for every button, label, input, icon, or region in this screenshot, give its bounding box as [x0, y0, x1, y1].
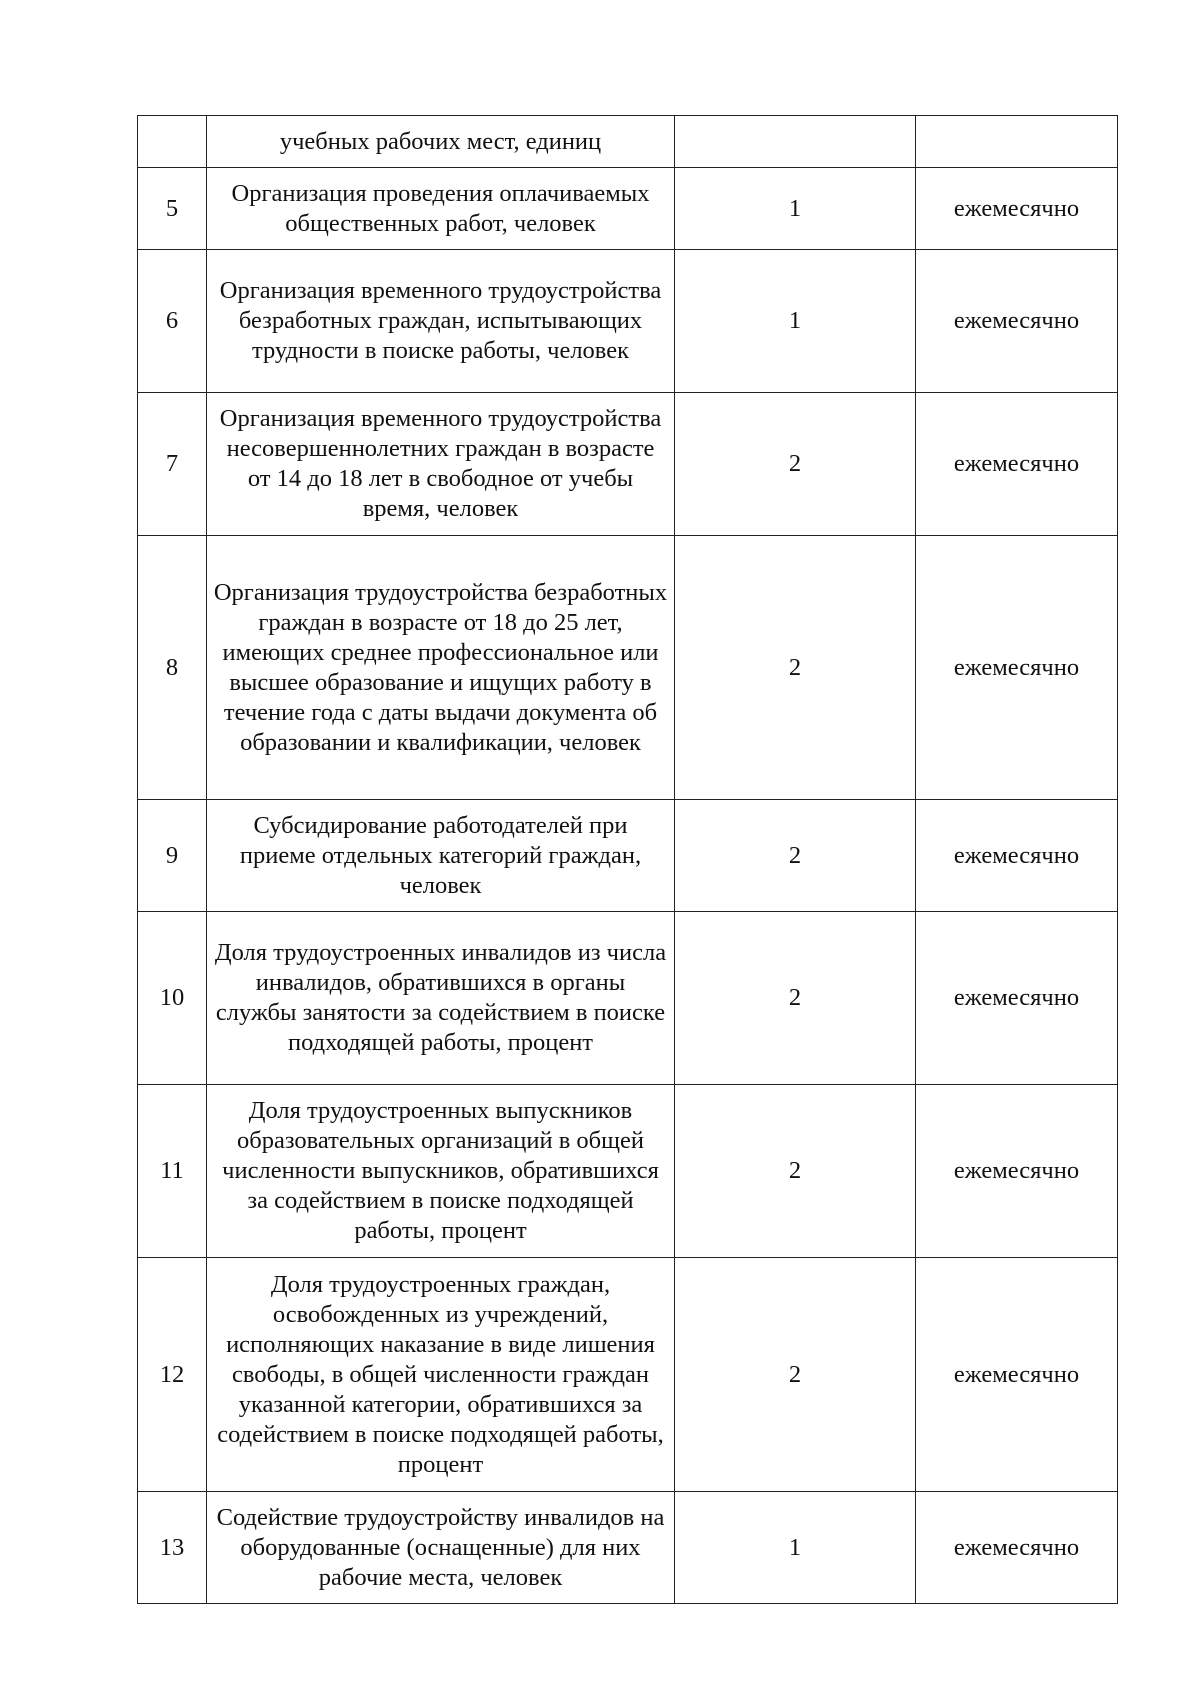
indicator-value: 2: [675, 800, 916, 912]
table-row: [138, 912, 1118, 1085]
indicator-name: Доля трудоустроенных выпускников образовательных организаций в общей численности выпускников, обратившихся за содействием в поиске подходящей работы, процент: [207, 1085, 675, 1258]
indicator-name: учебных рабочих мест, единиц: [207, 116, 675, 168]
table-row: [138, 393, 1118, 536]
indicator-name: Доля трудоустроенных инвалидов из числа инвалидов, обратившихся в органы службы занятости за содействием в поиске подходящей работы, процент: [207, 912, 675, 1085]
indicator-value: 1: [675, 250, 916, 393]
indicator-period: ежемесячно: [916, 1258, 1118, 1492]
row-number: 9: [138, 800, 207, 912]
row-number: 5: [138, 168, 207, 250]
indicator-name: Организация трудоустройства безработных граждан в возрасте от 18 до 25 лет, имеющих среднее профессиональное или высшее образование и ищущих работу в течение года с даты выдачи документа об образовании и квалификации, человек: [207, 536, 675, 800]
indicator-name: Организация временного трудоустройства безработных граждан, испытывающих трудности в поиске работы, человек: [207, 250, 675, 393]
table-row: [138, 1258, 1118, 1492]
indicator-value: 2: [675, 912, 916, 1085]
table-row: [138, 800, 1118, 912]
row-number: 13: [138, 1492, 207, 1604]
indicator-period: ежемесячно: [916, 536, 1118, 800]
indicator-name: Доля трудоустроенных граждан, освобожденных из учреждений, исполняющих наказание в виде лишения свободы, в общей численности граждан указанной категории, обратившихся за содействием в поиске подходящей работы, процент: [207, 1258, 675, 1492]
indicator-name: Субсидирование работодателей при приеме отдельных категорий граждан, человек: [207, 800, 675, 912]
table-row: [138, 250, 1118, 393]
indicator-value: 1: [675, 168, 916, 250]
indicator-period: ежемесячно: [916, 912, 1118, 1085]
table-row: [138, 116, 1118, 168]
row-number: 12: [138, 1258, 207, 1492]
indicator-value: 1: [675, 1492, 916, 1604]
indicator-period: ежемесячно: [916, 250, 1118, 393]
indicator-name: Организация проведения оплачиваемых общественных работ, человек: [207, 168, 675, 250]
indicator-value: 2: [675, 1085, 916, 1258]
indicator-period: ежемесячно: [916, 800, 1118, 912]
row-number: 6: [138, 250, 207, 393]
indicator-period: ежемесячно: [916, 1492, 1118, 1604]
table-row: [138, 1492, 1118, 1604]
indicator-period: [916, 116, 1118, 168]
row-number: 8: [138, 536, 207, 800]
indicator-value: 2: [675, 393, 916, 536]
indicator-value: [675, 116, 916, 168]
indicator-name: Содействие трудоустройству инвалидов на оборудованные (оснащенные) для них рабочие места, человек: [207, 1492, 675, 1604]
indicator-name: Организация временного трудоустройства несовершеннолетних граждан в возрасте от 14 до 18 лет в свободное от учебы время, человек: [207, 393, 675, 536]
row-number: 11: [138, 1085, 207, 1258]
table-row: [138, 1085, 1118, 1258]
indicator-period: ежемесячно: [916, 1085, 1118, 1258]
indicator-value: 2: [675, 1258, 916, 1492]
indicator-period: ежемесячно: [916, 168, 1118, 250]
row-number: 10: [138, 912, 207, 1085]
indicators-table: [137, 115, 1118, 1604]
indicator-value: 2: [675, 536, 916, 800]
indicator-period: ежемесячно: [916, 393, 1118, 536]
table-row: [138, 168, 1118, 250]
row-number: 7: [138, 393, 207, 536]
row-number: [138, 116, 207, 168]
table-row: [138, 536, 1118, 800]
